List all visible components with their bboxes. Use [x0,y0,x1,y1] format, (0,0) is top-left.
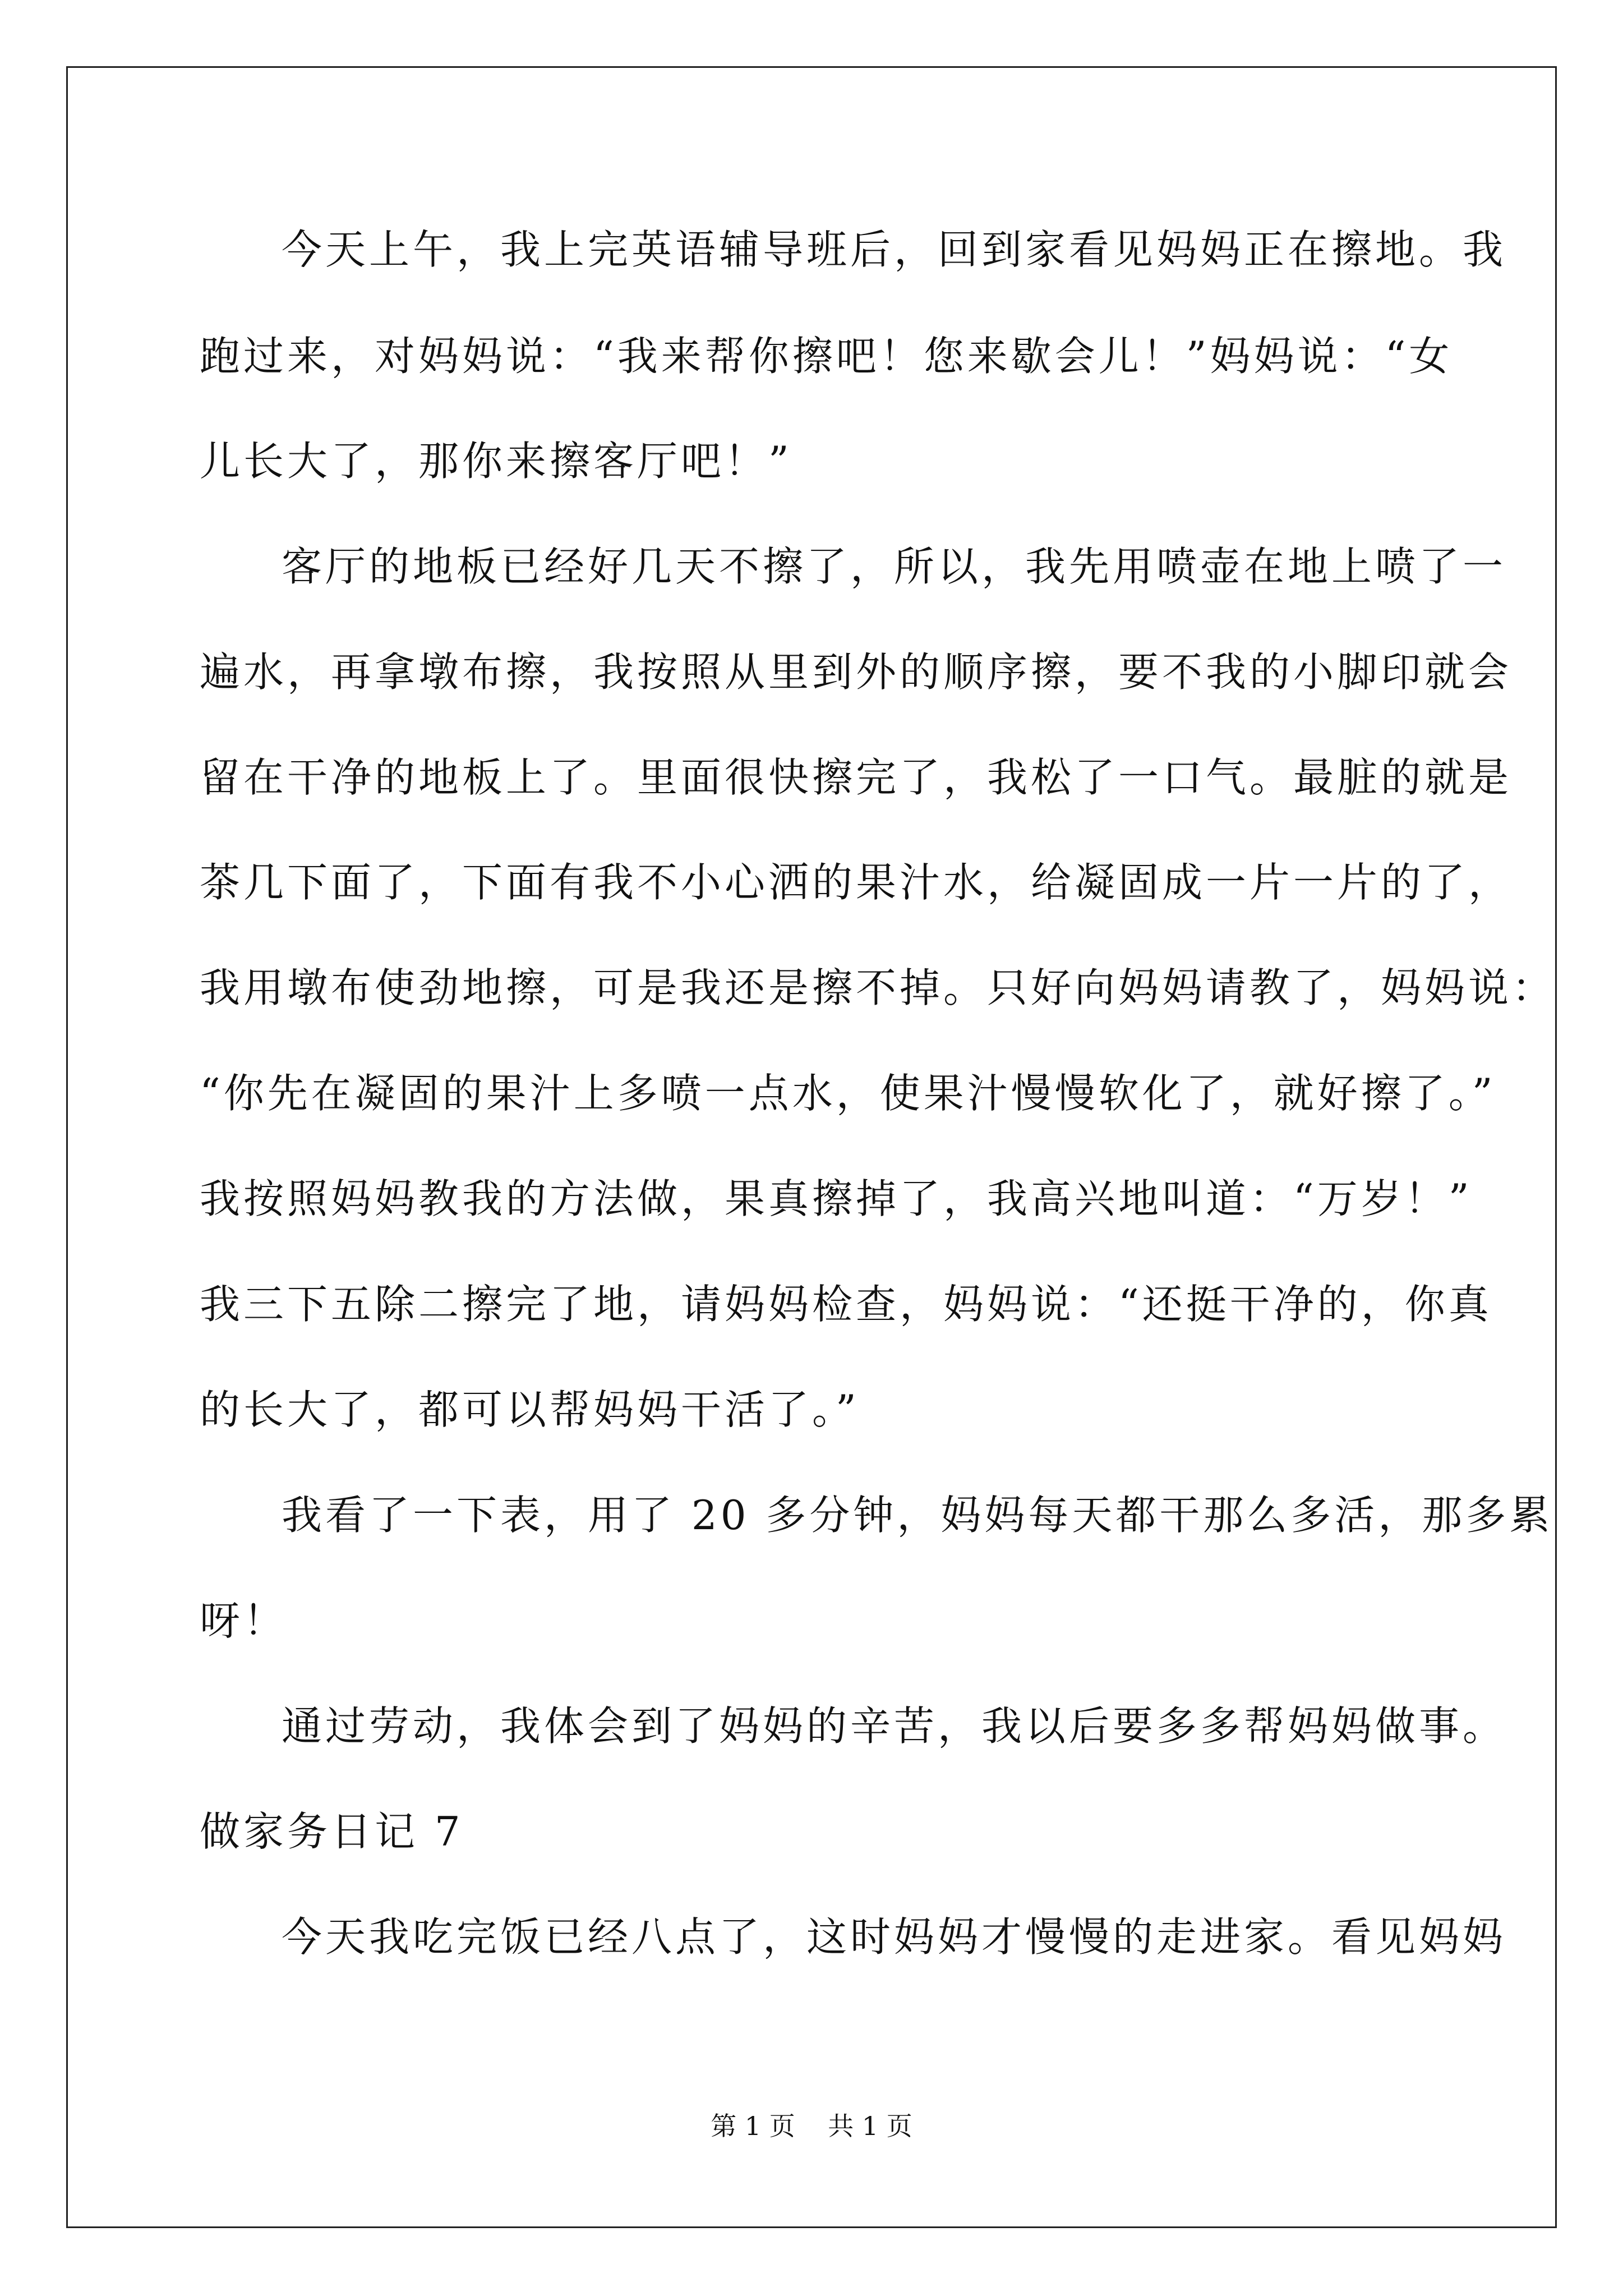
paragraph-4-line-1: 通过劳动，我体会到了妈妈的辛苦，我以后要多多帮妈妈做事。 [282,1703,1507,1750]
section-heading: 做家务日记 7 [200,1808,464,1855]
paragraph-2-line-2: 遍水，再拿墩布擦，我按照从里到外的顺序擦，要不我的小脚印就会 [200,648,1513,696]
paragraph-3-line-2: 呀！ [200,1597,288,1644]
paragraph-1-line-3: 儿长大了，那你来擦客厅吧！” [200,438,792,485]
paragraph-5-line-1: 今天我吃完饭已经八点了，这时妈妈才慢慢的走进家。看见妈妈 [282,1913,1507,1961]
paragraph-2-line-3: 留在干净的地板上了。里面很快擦完了，我松了一口气。最脏的就是 [200,754,1513,801]
page-footer: 第 1 页 共 1 页 [711,2111,912,2141]
paragraph-2-line-9: 的长大了，都可以帮妈妈干活了。” [200,1386,860,1433]
paragraph-2-line-1: 客厅的地板已经好几天不擦了，所以，我先用喷壶在地上喷了一 [282,543,1507,590]
paragraph-2-line-7: 我按照妈妈教我的方法做，果真擦掉了，我高兴地叫道：“万岁！” [200,1175,1473,1222]
paragraph-2-line-5: 我用墩布使劲地擦，可是我还是擦不掉。只好向妈妈请教了，妈妈说： [200,964,1556,1011]
paragraph-2-line-8: 我三下五除二擦完了地，请妈妈检查，妈妈说：“还挺干净的，你真 [200,1281,1492,1328]
paragraph-1-line-1: 今天上午，我上完英语辅导班后，回到家看见妈妈正在擦地。我 [282,226,1507,273]
paragraph-3-line-1: 我看了一下表，用了 20 多分钟，妈妈每天都干那么多活，那多累 [282,1492,1553,1539]
paragraph-2-line-4: 茶几下面了，下面有我不小心洒的果汁水，给凝固成一片一片的了， [200,859,1513,906]
page-border [66,66,1557,2228]
paragraph-1-line-2: 跑过来，对妈妈说：“我来帮你擦吧！您来歇会儿！”妈妈说：“女 [200,333,1453,380]
paragraph-2-line-6: “你先在凝固的果汁上多喷一点水，使果汁慢慢软化了，就好擦了。” [200,1070,1496,1117]
